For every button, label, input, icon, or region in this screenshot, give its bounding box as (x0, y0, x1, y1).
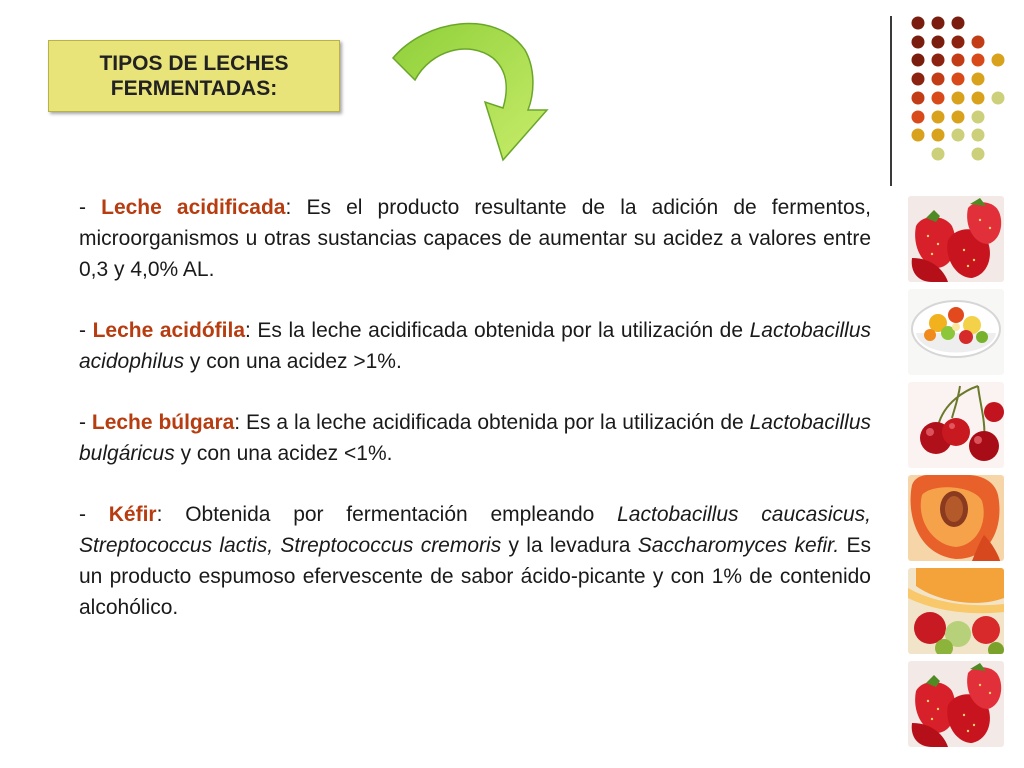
curved-arrow-icon (385, 10, 555, 170)
term-leche-acidofila: Leche acidófila (92, 319, 246, 342)
mixed-fruit-image (908, 568, 1004, 654)
content-body (79, 192, 871, 653)
term-leche-acidificada: Leche acidificada (101, 196, 286, 219)
fruit-image-column (908, 196, 1004, 754)
vertical-divider (890, 16, 892, 186)
slide-title (48, 40, 340, 112)
decorative-dot-grid (905, 14, 1015, 164)
cherries-image (908, 382, 1004, 468)
paragraph-kefir: - Kéfir: Obtenida por fermentación empleando Lactobacillus caucasicus, Streptococcus lactis, Streptococcus cremoris y la levadura Saccharomyces kefir. Es un producto espumoso efervescente de sabor ácido-picante y con 1% de contenido alcohólico. (79, 503, 872, 619)
slide-title-line-1: TIPOS DE LECHES (99, 52, 289, 75)
peach-image (908, 475, 1004, 561)
term-kefir: Kéfir (108, 503, 157, 526)
term-leche-bulgara: Leche búlgara (91, 411, 235, 434)
paragraph-leche-acidofila: - Leche acidófila: Es la leche acidificada obtenida por la utilización de Lactobacillus acidophilus y con una acidez >1%. (79, 319, 872, 373)
paragraph-leche-bulgara: - Leche búlgara: Es a la leche acidificada obtenida por la utilización de Lactobacillus bulgáricus y con una acidez <1%. (79, 411, 871, 465)
strawberries-image-2 (908, 661, 1004, 747)
strawberries-image (908, 196, 1004, 282)
fruit-salad-image (908, 289, 1004, 375)
slide-title-line-2: FERMENTADAS: (110, 77, 278, 100)
paragraph-leche-acidificada: - Leche acidificada: Es el producto resultante de la adición de fermentos, microorganismos u otras sustancias capaces de aumentar su acidez a valores entre 0,3 y 4,0% AL. (79, 196, 872, 281)
